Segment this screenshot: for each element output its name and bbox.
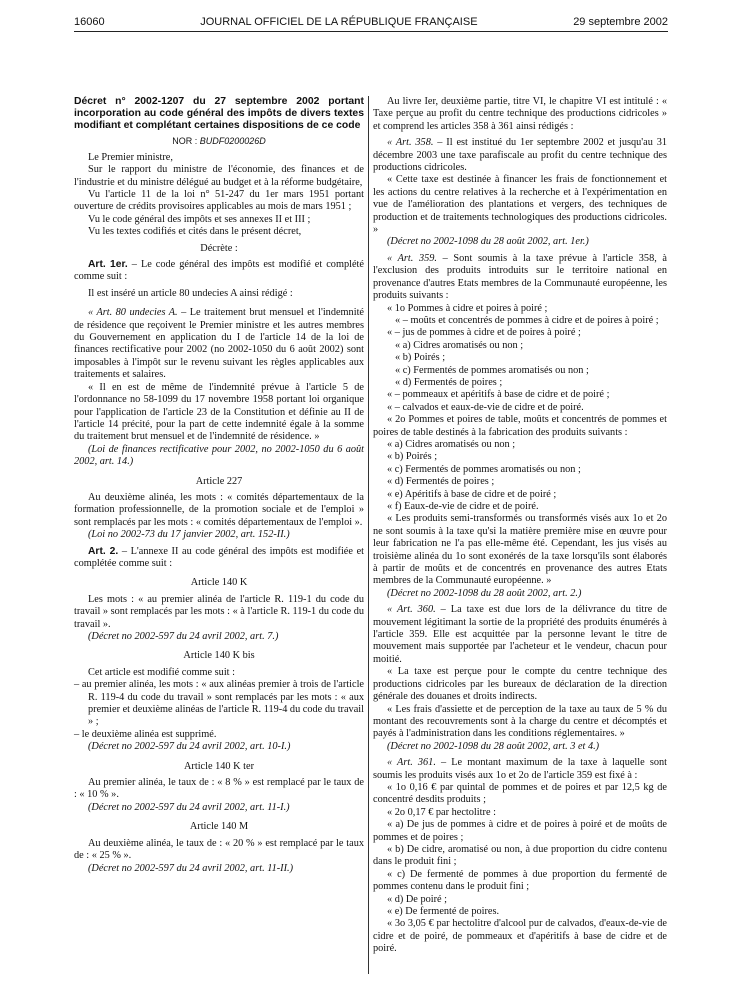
visa-code: Vu le code général des impôts et ses annexes II et III ; — [88, 213, 311, 225]
reference-140k: (Décret no 2002-597 du 24 avril 2002, art. 7.) — [88, 631, 279, 643]
page-number: 16060 — [74, 16, 105, 28]
visa-loi: Vu l'article 11 de la loi n° 51-247 du 1er mars 1951 portant ouverture de crédits provisoires applicables au mois de mars 1951 ; — [74, 189, 364, 213]
list-item: « b) De cidre, aromatisé ou non, à due proportion du cidre contenu dans le produit fini ; — [373, 843, 667, 868]
header-rule — [74, 31, 668, 32]
article-1-insert: Il est inséré un article 80 undecies A ainsi rédigé : — [88, 287, 293, 299]
list-item: « 1o Pommes à cidre et poires à poiré ; — [387, 302, 548, 314]
list-item: « 1o 0,16 € par quintal de pommes et de poires et par 12,5 kg de concentré desdits produits ; — [373, 781, 667, 806]
right-column — [373, 96, 667, 956]
list-item: « a) De jus de pommes à cidre et de poires à poiré et de moûts de pommes et de poires ; — [373, 819, 667, 843]
reference-140k-bis: (Décret no 2002-597 du 24 avril 2002, art. 10-I.) — [88, 741, 291, 753]
reference-360: (Décret no 2002-1098 du 28 août 2002, art. 3 et 4.) — [387, 740, 600, 752]
article-359-paragraph: « Les produits semi-transformés ou transformés visés aux 1o et 2o ne sont soumis à la taxe qu'si la matière première mise en œuvre pour leur fabrication ne l'a pas elle-même été. Cependant, les jus visés au troisième alinéa du 1o sont exonérés de la taxe lorsqu'ils sont élaborés à partir de moûts et de concentrés en provenance des autres Etats membres de la Communauté européenne. » — [373, 513, 667, 587]
publication-date: 29 septembre 2002 — [573, 16, 668, 28]
article-358: « Art. 358. – Il est institué du 1er septembre 2002 et jusqu'au 31 décembre 2003 une taxe parafiscale au profit du centre technique des productions cidricoles. — [373, 137, 667, 174]
heading-article-140k: Article 140 K — [190, 577, 248, 589]
article-360-paragraph-3: « Les frais d'assiette et de perception de la taxe au taux de 5 % du montant des recouvrements sont à la charge du centre et décomptés et payés à l'administration dans les conditions réglementaires. » — [373, 703, 667, 740]
list-item: « b) Poirés ; — [395, 352, 446, 364]
list-item: « b) Poirés ; — [387, 451, 438, 463]
article-227-text: Au deuxième alinéa, les mots : « comités départementaux de la formation professionnelle, de la promotion sociale et de l'emploi » sont remplacés par les mots : « comités départementaux de l'emploi ». — [74, 491, 364, 528]
list-item: « a) Cidres aromatisés ou non ; — [395, 339, 524, 351]
reference-loi-2002-73: (Loi no 2002-73 du 17 janvier 2002, art. 152-II.) — [88, 529, 290, 541]
list-item: « d) De poiré ; — [387, 893, 448, 905]
reference-140m: (Décret no 2002-597 du 24 avril 2002, art. 11-II.) — [88, 862, 294, 874]
list-item: « e) Apéritifs à base de cidre et de poiré ; — [387, 488, 557, 500]
article-80-paragraph-2: « Il en est de même de l'indemnité prévue à l'article 5 de l'ordonnance no 58-1099 du 17 novembre 1958 portant loi organique pour l'application de l'article 23 de la Constitution et définie au II de l'article 14 précité, pour la part de cette indemnité égale à la somme du traitement brut mensuel et de l'indemnité de résidence. » — [74, 381, 364, 443]
premier-ministre: Le Premier ministre, — [88, 151, 173, 163]
reference-359: (Décret no 2002-1098 du 28 août 2002, art. 2.) — [387, 587, 582, 599]
heading-article-140k-ter: Article 140 K ter — [183, 760, 255, 772]
article-2: Art. 2. – L'annexe II au code général des impôts est modifiée et complétée comme suit : — [74, 545, 364, 569]
left-column — [74, 96, 364, 875]
list-item: « 2o 0,17 € par hectolitre : — [387, 806, 496, 818]
article-140k-bis-item-1: – au premier alinéa, les mots : « aux alinéas premier à trois de l'article R. 119-4 du code du travail » sont remplacés par les mots : « aux premier et deuxième alinéas de l'article R. 119-4 du code du travail » ; — [74, 679, 364, 728]
list-item: « c) Fermentés de pommes aromatisés ou non ; — [387, 463, 581, 475]
decrete-heading: Décrète : — [200, 242, 238, 254]
heading-article-140k-bis: Article 140 K bis — [183, 650, 255, 662]
article-140m-text: Au deuxième alinéa, le taux de : « 20 % » est remplacé par le taux de : « 25 % ». — [74, 837, 364, 862]
list-item: « 3o 3,05 € par hectolitre d'alcool pur de calvados, d'eaux-de-vie de cidre et de poiré, de pommeaux et d'apéritifs à base de cidre et de poiré. — [373, 918, 667, 955]
article-358-paragraph-2: « Cette taxe est destinée à financer les frais de fonctionnement et les actions du centre relatives à la recherche et à l'expérimentation en vue de l'amélioration des plantations et vergers, des techniques de production et de traitements technologiques des productions cidricoles. » — [373, 174, 667, 236]
list-item: « d) Fermentés de poires ; — [387, 476, 495, 488]
article-140k-ter-text: Au premier alinéa, le taux de : « 8 % » est remplacé par le taux de : « 10 % ». — [74, 777, 364, 801]
reference-140k-ter: (Décret no 2002-597 du 24 avril 2002, art. 11-I.) — [88, 801, 290, 813]
article-140k-bis-text: Cet article est modifié comme suit : — [88, 666, 235, 678]
visa-textes: Vu les textes codifiés et cités dans le présent décret, — [88, 226, 302, 238]
article-361: « Art. 361. – Le montant maximum de la taxe à laquelle sont soumis les produits visés aux 1o et 2o de l'article 359 est fixé à : — [373, 757, 667, 781]
list-item: « c) De fermenté de pommes à due proportion du fermenté de pommes contenu dans le produit fini ; — [373, 868, 667, 893]
decree-title: Décret n° 2002-1207 du 27 septembre 2002 portant incorporation au code général des impôts de divers textes modifiant et complétant certaines dispositions de ce code — [74, 96, 364, 131]
list-item: « 2o Pommes et poires de table, moûts et concentrés de pommes et poires de table destinés à la fabrication des produits suivants : — [373, 414, 667, 438]
article-80-undecies-a: « Art. 80 undecies A. – Le traitement brut mensuel et l'indemnité de résidence que reçoivent le Premier ministre et les autres membres du Gouvernement en application du I de l'article 14 de la loi de finances rectificative pour 2002 (no 2002-1050 du 6 août 2002) sont imposables à l'impôt sur le revenu suivant les règles applicables aux traitements et salaires. — [74, 307, 364, 381]
article-360-paragraph-2: « La taxe est perçue pour le compte du centre technique des productions cidricoles par les bureaux de déclaration de la direction générale des douanes et droits indirects. — [373, 666, 667, 703]
list-item: « e) De fermenté de poires. — [387, 906, 500, 917]
list-item: « a) Cidres aromatisés ou non ; — [387, 438, 516, 450]
reference-loi-2002-1050: (Loi de finances rectificative pour 2002, no 2002-1050 du 6 août 2002, art. 14.) — [74, 443, 364, 468]
heading-article-140m: Article 140 M — [189, 821, 249, 833]
page-header — [74, 14, 668, 30]
list-item: « – calvados et eaux-de-vie de cidre et de poiré. — [387, 401, 584, 413]
journal-title: JOURNAL OFFICIEL DE LA RÉPUBLIQUE FRANÇAISE — [200, 16, 478, 28]
list-item: « – moûts et concentrés de pommes à cidre et de poires à poiré ; — [395, 314, 659, 326]
list-item: « d) Fermentés de poires ; — [395, 376, 503, 388]
article-140k-bis-item-2: – le deuxième alinéa est supprimé. — [74, 728, 217, 740]
list-item: « – jus de pommes à cidre et de poires à poiré ; — [387, 327, 581, 339]
article-1: Art. 1er. – Le code général des impôts est modifié et complété comme suit : — [74, 259, 364, 283]
list-item: « – pommeaux et apéritifs à base de cidre et de poiré ; — [387, 389, 610, 401]
column-separator — [368, 96, 369, 974]
reference-358: (Décret no 2002-1098 du 28 août 2002, art. 1er.) — [387, 236, 589, 248]
article-359: « Art. 359. – Sont soumis à la taxe prévue à l'article 358, à l'exclusion des produits introduits sur le territoire national en provenance d'autres Etats membres de la Communauté européenne, les produits suivants : — [373, 252, 667, 302]
heading-article-227: Article 227 — [195, 475, 243, 487]
livre-intro: Au livre Ier, deuxième partie, titre VI, le chapitre VI est intitulé : « Taxe perçue au profit du centre technique des productions cidricoles » et comprend les articles 358 à 361 ainsi rédigés : — [373, 96, 667, 132]
article-360: « Art. 360. – La taxe est due lors de la délivrance du titre de mouvement légitimant la sortie de la propriété des produits énumérés à l'article 359. Elle est acquittée par la personne levant le titre de mouvement mais supportée par l'acheteur et le vendeur, chacun pour moitié. — [373, 604, 667, 665]
rapport: Sur le rapport du ministre de l'économie, des finances et de l'industrie et du ministre délégué au budget et à la réforme budgétaire, — [74, 164, 364, 188]
list-item: « f) Eaux-de-vie de cidre et de poiré. — [387, 501, 539, 512]
article-140k-text: Les mots : « au premier alinéa de l'article R. 119-1 du code du travail » sont remplacés par les mots : « à l'article R. 119-1 du code du travail ». — [74, 593, 364, 630]
list-item: « c) Fermentés de pommes aromatisés ou non ; — [395, 364, 589, 376]
nor-reference: NOR : BUDF0200026D — [172, 136, 266, 147]
